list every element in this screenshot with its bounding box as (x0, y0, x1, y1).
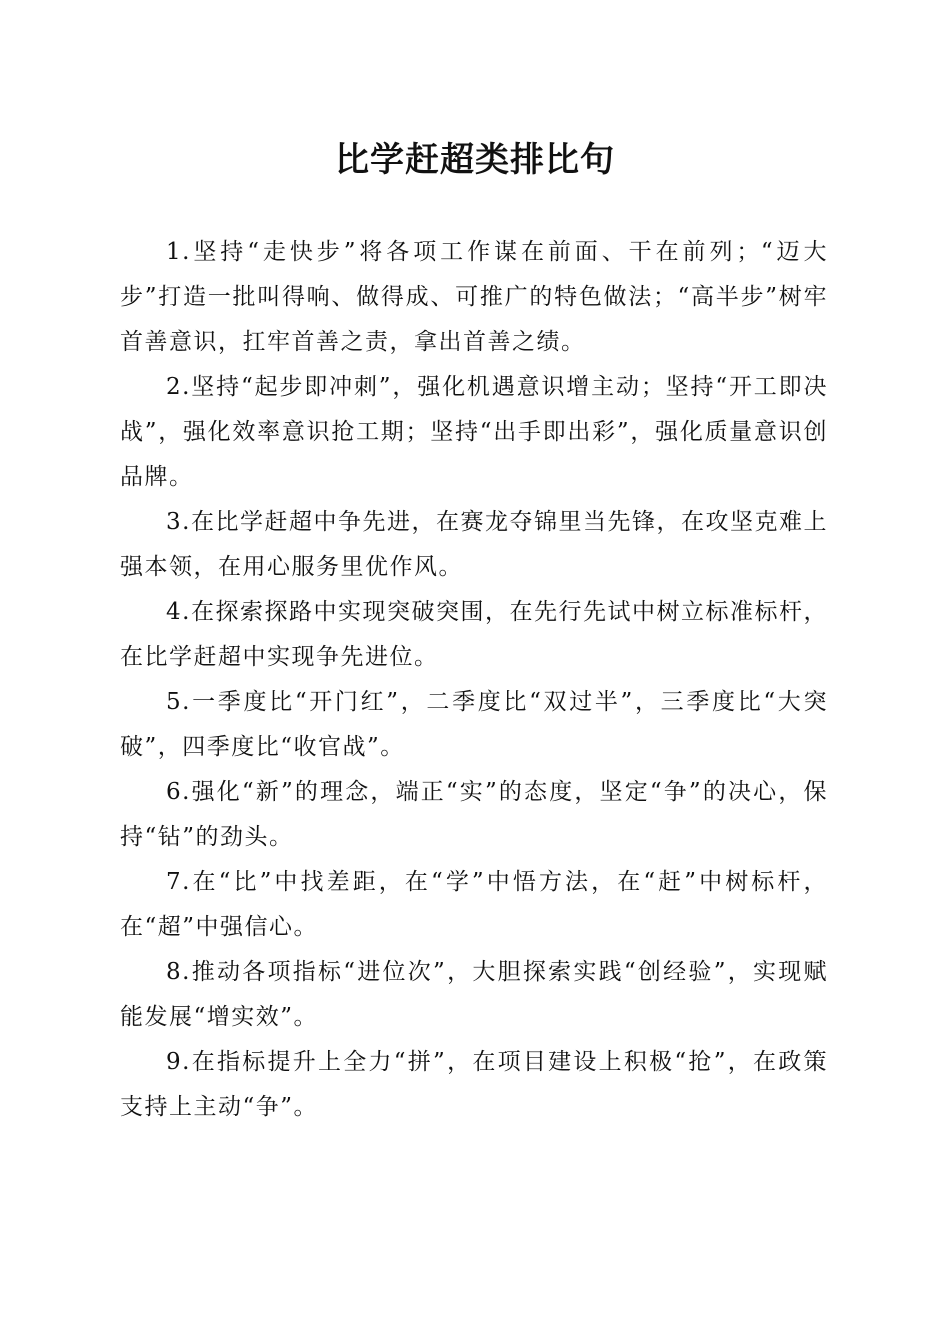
document-title: 比学赶超类排比句 (335, 140, 615, 180)
paragraph-4: 4.在探索探路中实现突破突围，在先行先试中树立标准标杆，在比学赶超中实现争先进位。 (120, 599, 828, 670)
paragraph-1: 1.坚持“走快步”将各项工作谋在前面、干在前列；“迈大步”打造一批叫得响、做得成、可推广的特色做法；“高半步”树牢首善意识，扛牢首善之责，拿出首善之绩。 (120, 239, 828, 355)
paragraph-7: 7.在“比”中找差距，在“学”中悟方法，在“赶”中树标杆，在“超”中强信心。 (120, 869, 828, 940)
paragraph-8: 8.推动各项指标“进位次”，大胆探索实践“创经验”，实现赋能发展“增实效”。 (120, 959, 828, 1030)
document-body (120, 230, 828, 1130)
paragraph-6: 6.强化“新”的理念，端正“实”的态度，坚定“争”的决心，保持“钻”的劲头。 (120, 779, 828, 850)
paragraph-5: 5.一季度比“开门红”，二季度比“双过半”，三季度比“大突破”，四季度比“收官战”。 (120, 689, 828, 760)
paragraph-3: 3.在比学赶超中争先进，在赛龙夺锦里当先锋，在攻坚克难上强本领，在用心服务里优作风。 (120, 509, 828, 580)
paragraph-2: 2.坚持“起步即冲刺”，强化机遇意识增主动；坚持“开工即决战”，强化效率意识抢工期；坚持“出手即出彩”，强化质量意识创品牌。 (120, 374, 828, 490)
paragraph-9: 9.在指标提升上全力“拼”，在项目建设上积极“抢”，在政策支持上主动“争”。 (120, 1049, 828, 1120)
